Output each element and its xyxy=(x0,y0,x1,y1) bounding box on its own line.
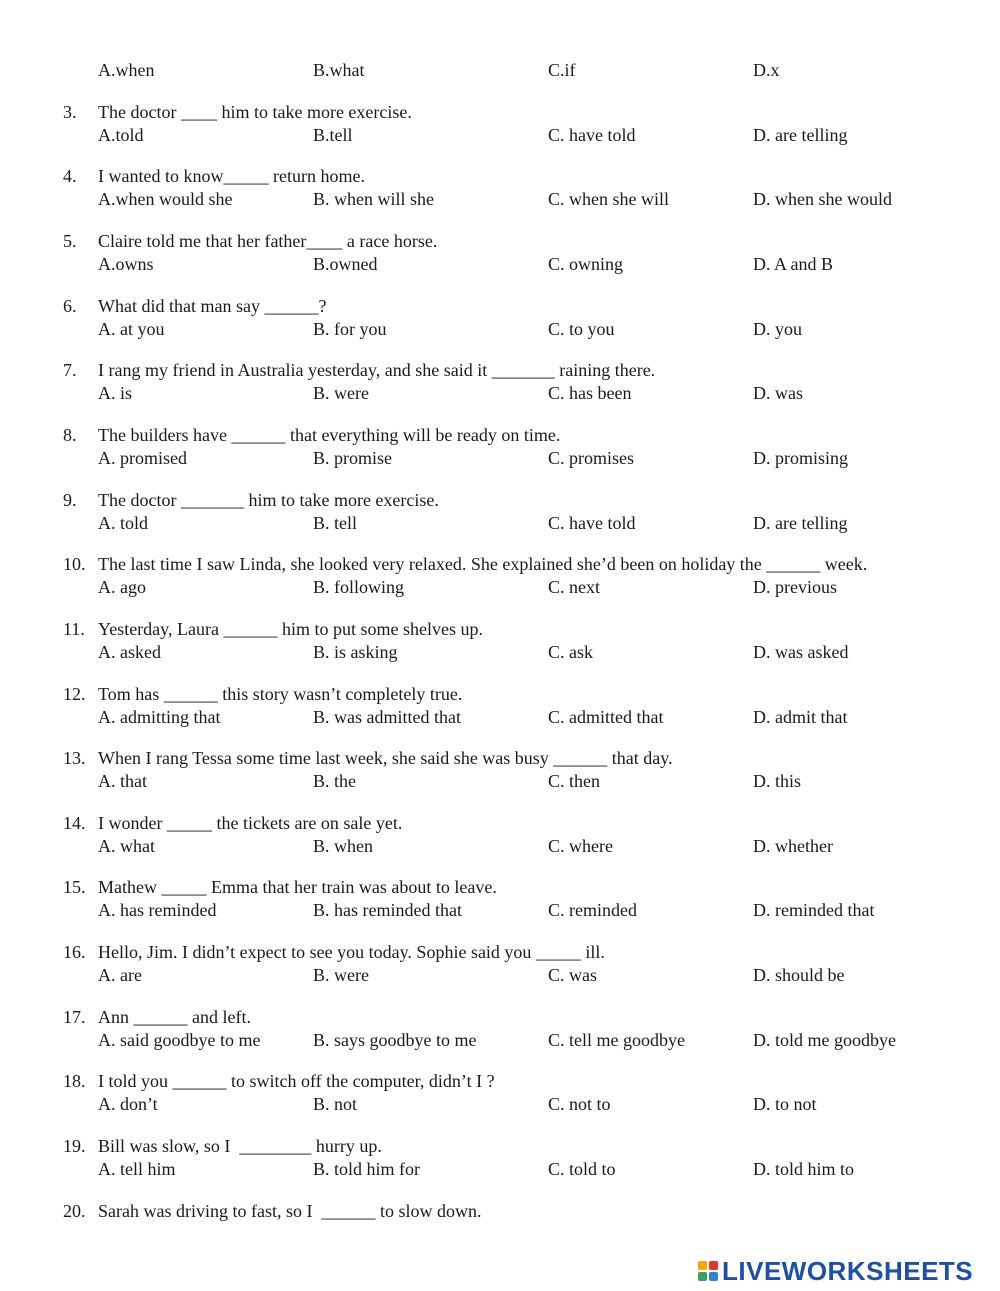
question-text: I rang my friend in Australia yesterday, and she said it _______ raining there. xyxy=(98,360,656,380)
option-a[interactable]: A.when would she xyxy=(98,189,233,209)
question-number: 6. xyxy=(63,296,77,316)
option-a[interactable]: A. what xyxy=(98,836,155,856)
question-5-options xyxy=(0,252,1000,276)
option-d[interactable]: D. told him to xyxy=(753,1159,855,1179)
logo-square-red xyxy=(709,1261,718,1270)
logo-text: LIVEWORKSHEETS xyxy=(722,1255,974,1286)
option-d[interactable]: D. whether xyxy=(753,836,833,856)
option-c[interactable]: C. owning xyxy=(548,254,624,274)
question-10-stem xyxy=(0,552,1000,576)
option-b[interactable]: B. says goodbye to me xyxy=(313,1030,477,1050)
question-8-stem xyxy=(0,423,1000,447)
option-c[interactable]: C. then xyxy=(548,771,600,791)
option-c[interactable]: C. next xyxy=(548,577,600,597)
question-number: 20. xyxy=(63,1201,86,1221)
logo-grid-icon xyxy=(698,1261,718,1281)
question-number: 19. xyxy=(63,1136,86,1156)
question-text: The doctor _______ him to take more exercise. xyxy=(98,490,439,510)
option-a[interactable]: A. admitting that xyxy=(98,707,221,727)
option-d[interactable]: D. you xyxy=(753,319,802,339)
question-18-options xyxy=(0,1092,1000,1116)
question-15-options xyxy=(0,898,1000,922)
option-c[interactable]: C. admitted that xyxy=(548,707,664,727)
option-d[interactable]: D. A and B xyxy=(753,254,834,274)
question-9-stem xyxy=(0,488,1000,512)
option-a[interactable]: A. said goodbye to me xyxy=(98,1030,261,1050)
option-c[interactable]: C. has been xyxy=(548,383,632,403)
question-text: I told you ______ to switch off the computer, didn’t I ? xyxy=(98,1071,495,1091)
question-text: Claire told me that her father____ a race horse. xyxy=(98,231,438,251)
option-a[interactable]: A. has reminded xyxy=(98,900,217,920)
question-16-stem xyxy=(0,940,1000,964)
question-text: Mathew _____ Emma that her train was about to leave. xyxy=(98,877,497,897)
option-d[interactable]: D. reminded that xyxy=(753,900,875,920)
question-20-stem xyxy=(0,1199,1000,1223)
option-d[interactable]: D. admit that xyxy=(753,707,848,727)
question-3-stem xyxy=(0,100,1000,124)
option-c[interactable]: C. promises xyxy=(548,448,635,468)
option-c[interactable]: C. where xyxy=(548,836,613,856)
question-number: 8. xyxy=(63,425,77,445)
option-b[interactable]: B. when will she xyxy=(313,189,434,209)
option-d[interactable]: D. this xyxy=(753,771,802,791)
question-18-stem xyxy=(0,1069,1000,1093)
question-number: 7. xyxy=(63,360,77,380)
option-d[interactable]: D. should be xyxy=(753,965,845,985)
option-a[interactable]: A. don’t xyxy=(98,1094,158,1114)
question-number: 3. xyxy=(63,102,77,122)
option-a[interactable]: A.when xyxy=(98,60,155,80)
option-a[interactable]: A. is xyxy=(98,383,133,403)
question-number: 14. xyxy=(63,813,86,833)
option-a[interactable]: A. told xyxy=(98,513,149,533)
question-text: I wonder _____ the tickets are on sale yet. xyxy=(98,813,403,833)
question-text: Yesterday, Laura ______ him to put some shelves up. xyxy=(98,619,483,639)
option-a[interactable]: A. are xyxy=(98,965,142,985)
question-17-options xyxy=(0,1028,1000,1052)
logo-square-yellow xyxy=(698,1261,707,1270)
question-2-options xyxy=(0,58,1000,82)
question-text: When I rang Tessa some time last week, she said she was busy ______ that day. xyxy=(98,748,673,768)
question-number: 18. xyxy=(63,1071,86,1091)
option-d[interactable]: D. when she would xyxy=(753,189,892,209)
option-b[interactable]: B.what xyxy=(313,60,365,80)
question-text: Tom has ______ this story wasn’t completely true. xyxy=(98,684,463,704)
question-15-stem xyxy=(0,875,1000,899)
question-number: 10. xyxy=(63,554,86,574)
option-d[interactable]: D. was asked xyxy=(753,642,849,662)
option-d[interactable]: D. are telling xyxy=(753,125,848,145)
option-a[interactable]: A. asked xyxy=(98,642,161,662)
question-text: I wanted to know_____ return home. xyxy=(98,166,365,186)
question-6-stem xyxy=(0,294,1000,318)
option-b[interactable]: B. not xyxy=(313,1094,358,1114)
option-c[interactable]: C. was xyxy=(548,965,597,985)
question-6-options xyxy=(0,317,1000,341)
question-text: Hello, Jim. I didn’t expect to see you today. Sophie said you _____ ill. xyxy=(98,942,605,962)
option-c[interactable]: C. have told xyxy=(548,125,636,145)
question-10-options xyxy=(0,575,1000,599)
option-d[interactable]: D. are telling xyxy=(753,513,848,533)
option-a[interactable]: A. that xyxy=(98,771,147,791)
option-a[interactable]: A. promised xyxy=(98,448,187,468)
question-text: Sarah was driving to fast, so I ______ to slow down. xyxy=(98,1201,482,1221)
option-c[interactable]: C. to you xyxy=(548,319,615,339)
logo-square-green xyxy=(698,1272,707,1281)
option-d[interactable]: D. was xyxy=(753,383,803,403)
option-c[interactable]: C. told to xyxy=(548,1159,616,1179)
option-c[interactable]: C. not to xyxy=(548,1094,611,1114)
question-7-options xyxy=(0,381,1000,405)
question-8-options xyxy=(0,446,1000,470)
option-b[interactable]: B. tell xyxy=(313,513,357,533)
option-c[interactable]: C. when she will xyxy=(548,189,669,209)
option-b[interactable]: B.tell xyxy=(313,125,353,145)
option-b[interactable]: B. were xyxy=(313,383,369,403)
option-d[interactable]: D.x xyxy=(753,60,780,80)
question-11-stem xyxy=(0,617,1000,641)
question-17-stem xyxy=(0,1005,1000,1029)
option-c[interactable]: C. reminded xyxy=(548,900,637,920)
option-d[interactable]: D. to not xyxy=(753,1094,817,1114)
question-text: Bill was slow, so I ________ hurry up. xyxy=(98,1136,382,1156)
question-text: What did that man say ______? xyxy=(98,296,327,316)
option-b[interactable]: B. has reminded that xyxy=(313,900,462,920)
option-d[interactable]: D. told me goodbye xyxy=(753,1030,896,1050)
option-d[interactable]: D. previous xyxy=(753,577,837,597)
option-b[interactable]: B. when xyxy=(313,836,373,856)
option-b[interactable]: B. were xyxy=(313,965,369,985)
question-12-options xyxy=(0,705,1000,729)
option-a[interactable]: A. tell him xyxy=(98,1159,176,1179)
question-text: The builders have ______ that everything will be ready on time. xyxy=(98,425,561,445)
option-c[interactable]: C. have told xyxy=(548,513,636,533)
option-a[interactable]: A. ago xyxy=(98,577,146,597)
question-12-stem xyxy=(0,682,1000,706)
option-c[interactable]: C. tell me goodbye xyxy=(548,1030,685,1050)
question-16-options xyxy=(0,963,1000,987)
question-number: 12. xyxy=(63,684,86,704)
question-text: The doctor ____ him to take more exercise. xyxy=(98,102,412,122)
option-b[interactable]: B. was admitted that xyxy=(313,707,461,727)
option-b[interactable]: B. told him for xyxy=(313,1159,420,1179)
question-4-stem xyxy=(0,164,1000,188)
option-a[interactable]: A.told xyxy=(98,125,144,145)
question-number: 11. xyxy=(63,619,85,639)
option-c[interactable]: C. ask xyxy=(548,642,593,662)
question-text: Ann ______ and left. xyxy=(98,1007,251,1027)
option-a[interactable]: A.owns xyxy=(98,254,154,274)
option-b[interactable]: B. the xyxy=(313,771,356,791)
question-14-stem xyxy=(0,811,1000,835)
question-11-options xyxy=(0,640,1000,664)
question-number: 4. xyxy=(63,166,77,186)
question-13-options xyxy=(0,769,1000,793)
option-b[interactable]: B. for you xyxy=(313,319,387,339)
option-b[interactable]: B.owned xyxy=(313,254,378,274)
option-b[interactable]: B. is asking xyxy=(313,642,398,662)
question-19-options xyxy=(0,1157,1000,1181)
question-number: 5. xyxy=(63,231,77,251)
option-a[interactable]: A. at you xyxy=(98,319,165,339)
question-19-stem xyxy=(0,1134,1000,1158)
question-number: 13. xyxy=(63,748,86,768)
option-d[interactable]: D. promising xyxy=(753,448,849,468)
liveworksheets-logo xyxy=(698,1257,973,1285)
question-14-options xyxy=(0,834,1000,858)
question-7-stem xyxy=(0,358,1000,382)
question-5-stem xyxy=(0,229,1000,253)
option-b[interactable]: B. promise xyxy=(313,448,392,468)
question-13-stem xyxy=(0,746,1000,770)
logo-square-blue xyxy=(709,1272,718,1281)
option-c[interactable]: C.if xyxy=(548,60,576,80)
question-3-options xyxy=(0,123,1000,147)
question-number: 9. xyxy=(63,490,77,510)
question-number: 17. xyxy=(63,1007,86,1027)
question-number: 16. xyxy=(63,942,86,962)
question-number: 15. xyxy=(63,877,86,897)
option-b[interactable]: B. following xyxy=(313,577,405,597)
question-4-options xyxy=(0,187,1000,211)
question-9-options xyxy=(0,511,1000,535)
question-text: The last time I saw Linda, she looked very relaxed. She explained she’d been on holiday the ______ week. xyxy=(98,554,868,574)
